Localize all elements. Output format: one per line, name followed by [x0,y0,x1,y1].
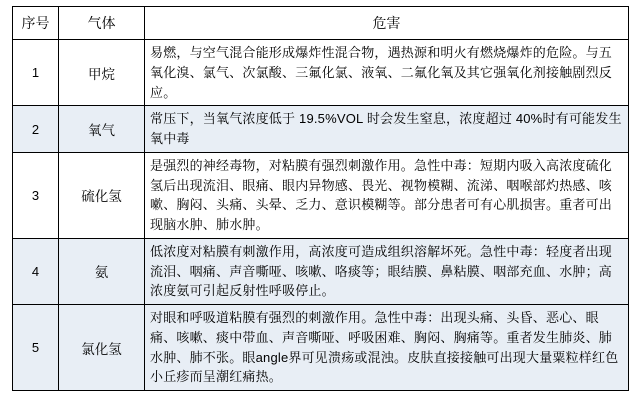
row-number: 5 [13,305,59,391]
table-row [13,40,629,106]
row-gas-name: 甲烷 [59,40,145,106]
row-number: 3 [13,152,59,238]
row-harm-description: 对眼和呼吸道粘膜有强烈的刺激作用。急性中毒：出现头痛、头昏、恶心、眼痛、咳嗽、痰中带血、声音嘶哑、呼吸困难、胸闷、胸痛等。重者发生肺炎、肺水肿、肺不张。眼angle界可见溃疡或混浊。皮肤直接接触可出现大量粟粒样红色小丘疹而呈潮红痛热。 [145,305,629,391]
row-gas-name: 氯化氢 [59,305,145,391]
row-gas-name: 硫化氢 [59,152,145,238]
table-row [13,238,629,304]
table-row [13,106,629,153]
row-number: 2 [13,106,59,153]
row-harm-description: 是强烈的神经毒物，对粘膜有强烈刺激作用。急性中毒：短期内吸入高浓度硫化氢后出现流泪、眼痛、眼内异物感、畏光、视物模糊、流涕、咽喉部灼热感、咳嗽、胸闷、头痛、头晕、乏力、意识模糊等。部分患者可有心肌损害。重者可出现脑水肿、肺水肿。 [145,152,629,238]
table-header-row [13,7,629,40]
row-number: 4 [13,238,59,304]
row-harm-description: 低浓度对粘膜有刺激作用，高浓度可造成组织溶解坏死。急性中毒：轻度者出现流泪、咽痛、声音嘶哑、咳嗽、咯痰等；眼结膜、鼻粘膜、咽部充血、水肿；高浓度氨可引起反射性呼吸停止。 [145,238,629,304]
gas-hazard-table [12,6,629,391]
column-header-no: 序号 [13,7,59,40]
row-gas-name: 氧气 [59,106,145,153]
table-row [13,152,629,238]
row-harm-description: 易燃，与空气混合能形成爆炸性混合物，遇热源和明火有燃烧爆炸的危险。与五氧化溴、氯气、次氯酸、三氟化氯、液氧、二氟化氧及其它强氧化剂接触剧烈反应。 [145,40,629,106]
table-row [13,305,629,391]
row-number: 1 [13,40,59,106]
row-gas-name: 氨 [59,238,145,304]
table-body [13,40,629,391]
column-header-harm: 危害 [145,7,629,40]
table-header [13,7,629,40]
column-header-gas: 气体 [59,7,145,40]
row-harm-description: 常压下，当氧气浓度低于 19.5%VOL 时会发生窒息，浓度超过 40%时有可能发生氧中毒 [145,106,629,153]
